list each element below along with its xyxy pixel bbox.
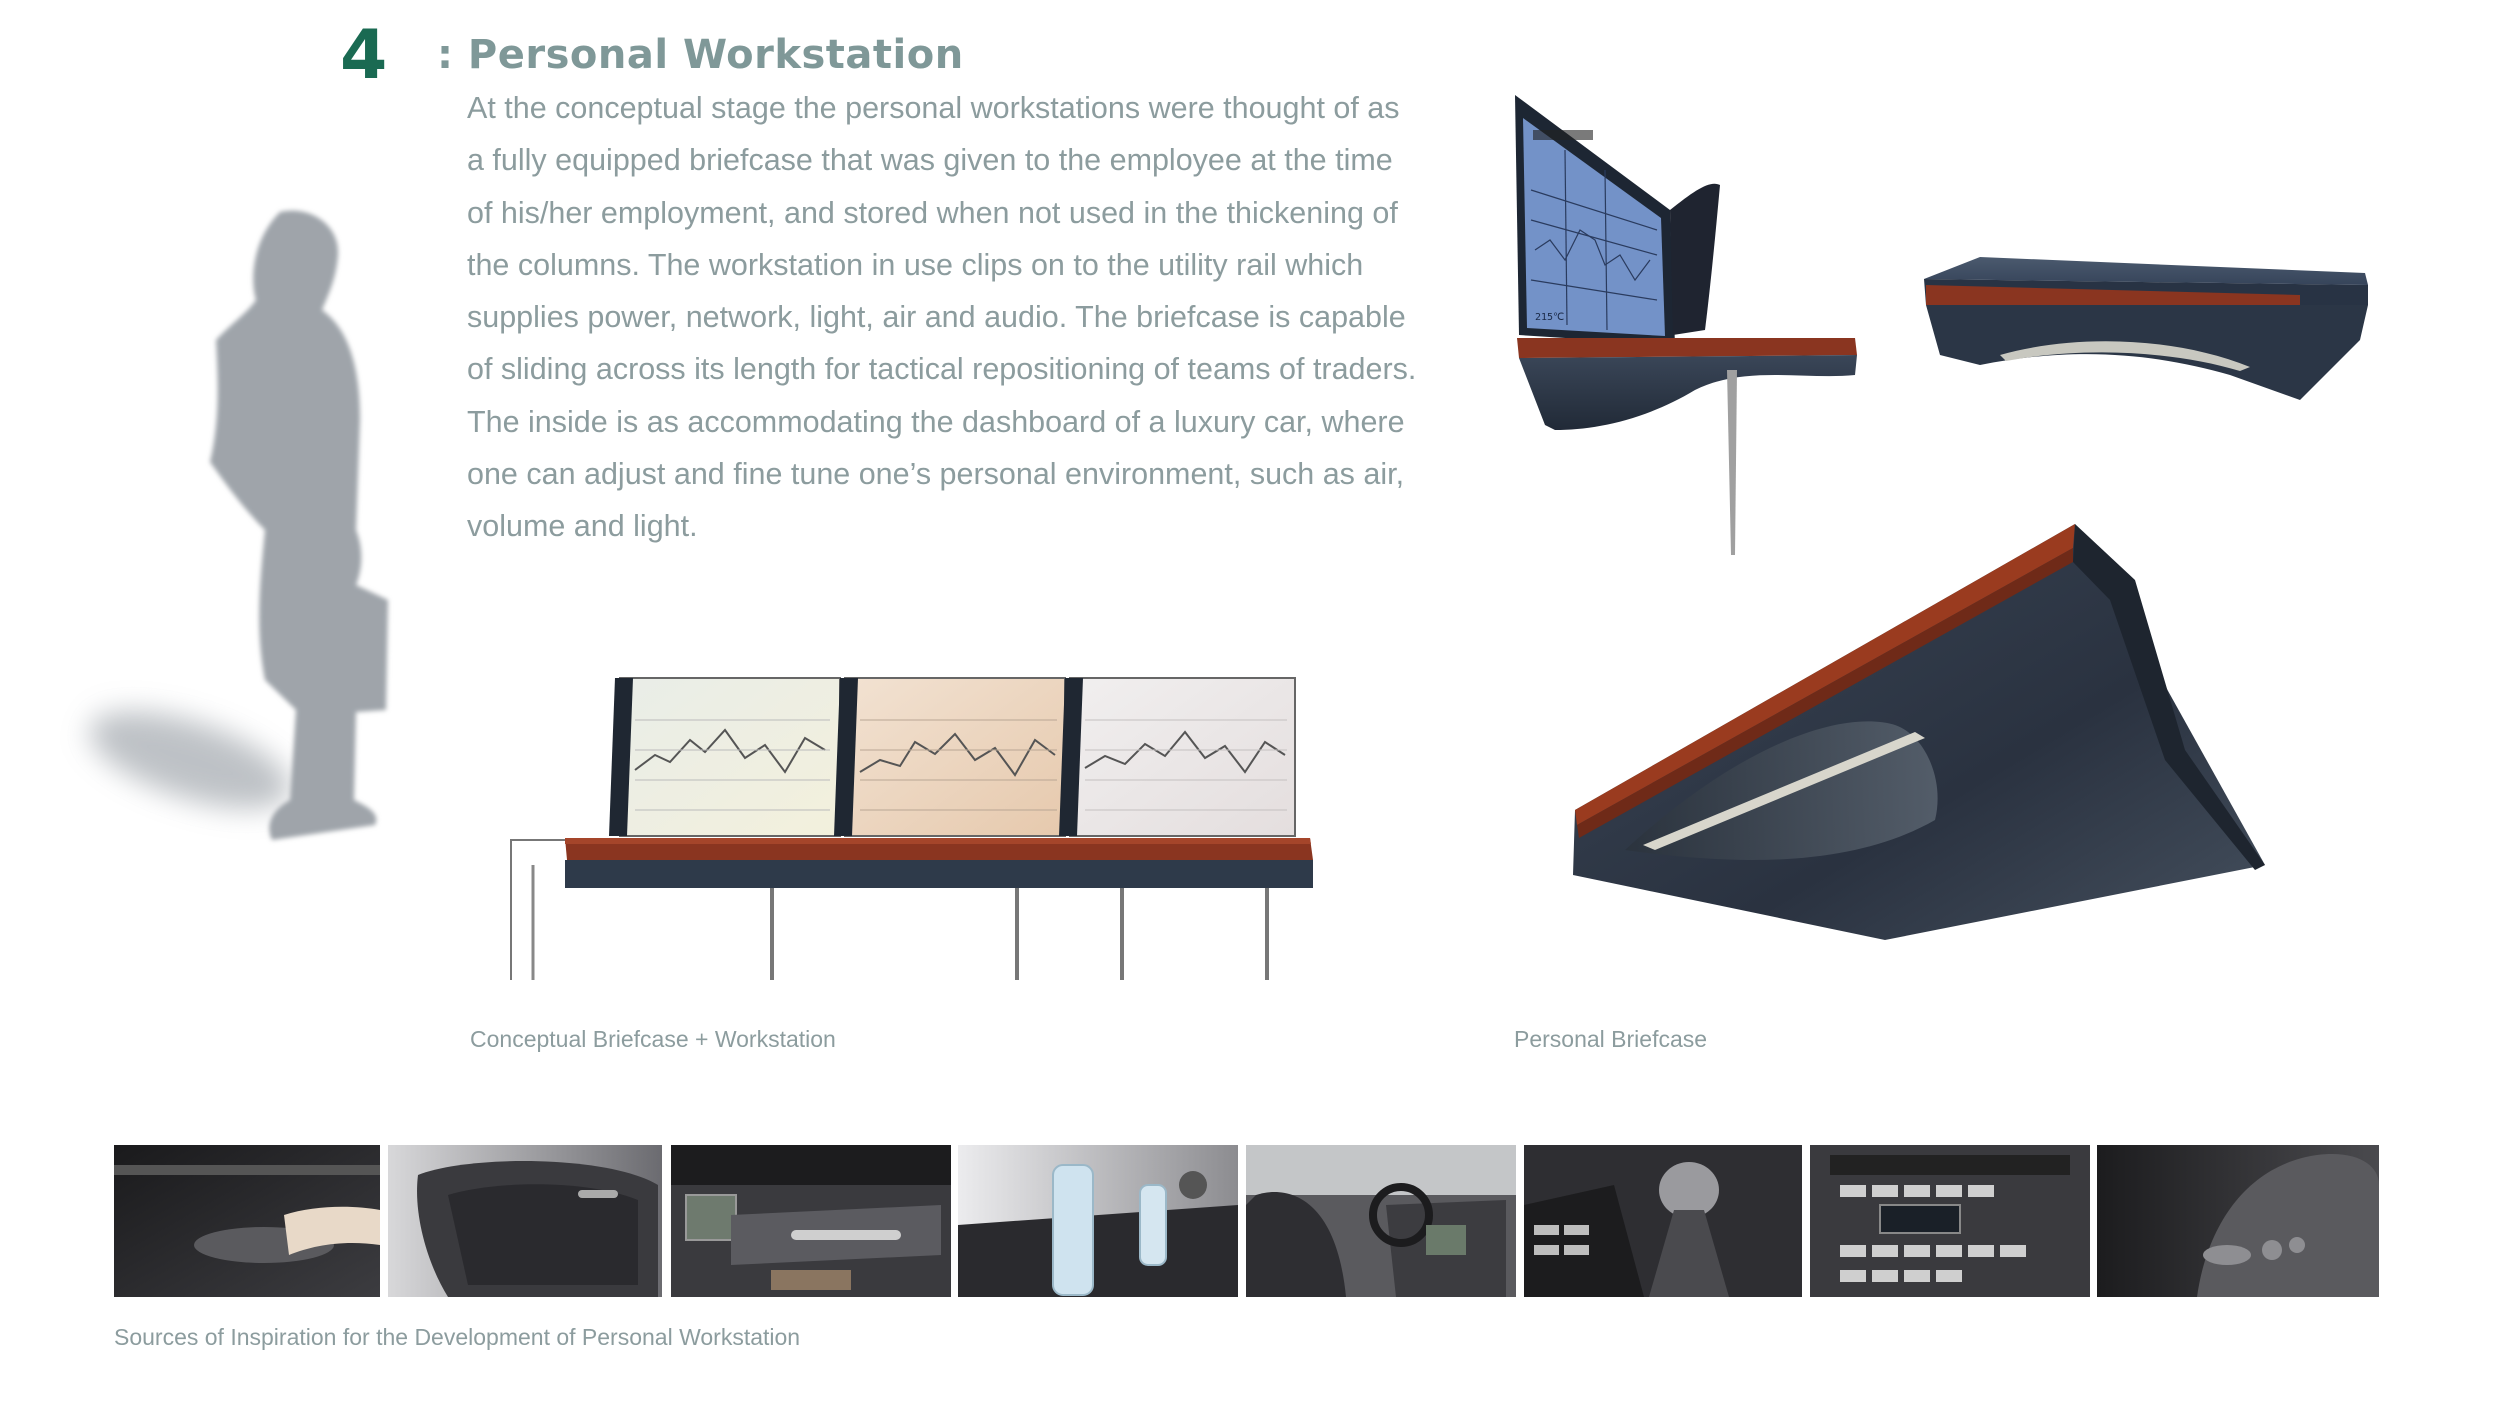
sources-caption: Sources of Inspiration for the Development of Personal Workstation [114, 1324, 801, 1350]
inspiration-photo-car-interior [1246, 1145, 1516, 1297]
human-silhouette-figure [60, 200, 400, 860]
inspiration-photo-seat-controls [2097, 1145, 2379, 1297]
body-line: At the conceptual stage the personal workstations were thought of as [467, 91, 1400, 125]
body-line: one can adjust and fine tune one’s personal environment, such as air, [467, 457, 1405, 492]
body-line: a fully equipped briefcase that was given to the employee at the time [467, 143, 1393, 178]
concept-workstation-figure [505, 660, 1335, 980]
inspiration-photo-dashboard [671, 1145, 951, 1297]
inspiration-photo-console [1810, 1145, 2090, 1297]
body-line: of sliding across its length for tactical repositioning of teams of traders. [467, 352, 1417, 387]
section-title: : Personal Workstation [437, 32, 964, 78]
open-workstation-figure [1505, 90, 1885, 570]
body-paragraph [467, 82, 1427, 553]
body-line: The inside is as accommodating the dashboard of a luxury car, where [467, 404, 1405, 439]
body-line: volume and light. [467, 509, 698, 544]
briefcase-caption: Personal Briefcase [1514, 1026, 1708, 1052]
open-display-readout: 215℃ [1535, 312, 1565, 323]
large-briefcase-figure [1565, 520, 2285, 950]
body-line: supplies power, network, light, air and audio. The briefcase is capable [467, 300, 1406, 335]
body-line: of his/her employment, and stored when not used in the thickening of [467, 195, 1398, 230]
inspiration-photo-water-bottles [958, 1145, 1238, 1297]
inspiration-photo-door-panel [388, 1145, 662, 1297]
inspiration-photo-gear-shift [1524, 1145, 1802, 1297]
concept-caption: Conceptual Briefcase + Workstation [470, 1026, 836, 1052]
section-number: 4 [340, 16, 388, 95]
closed-briefcase-figure [1920, 255, 2380, 415]
inspiration-photo-door-handle [114, 1145, 380, 1297]
body-line: the columns. The workstation in use clips on to the utility rail which [467, 247, 1364, 282]
